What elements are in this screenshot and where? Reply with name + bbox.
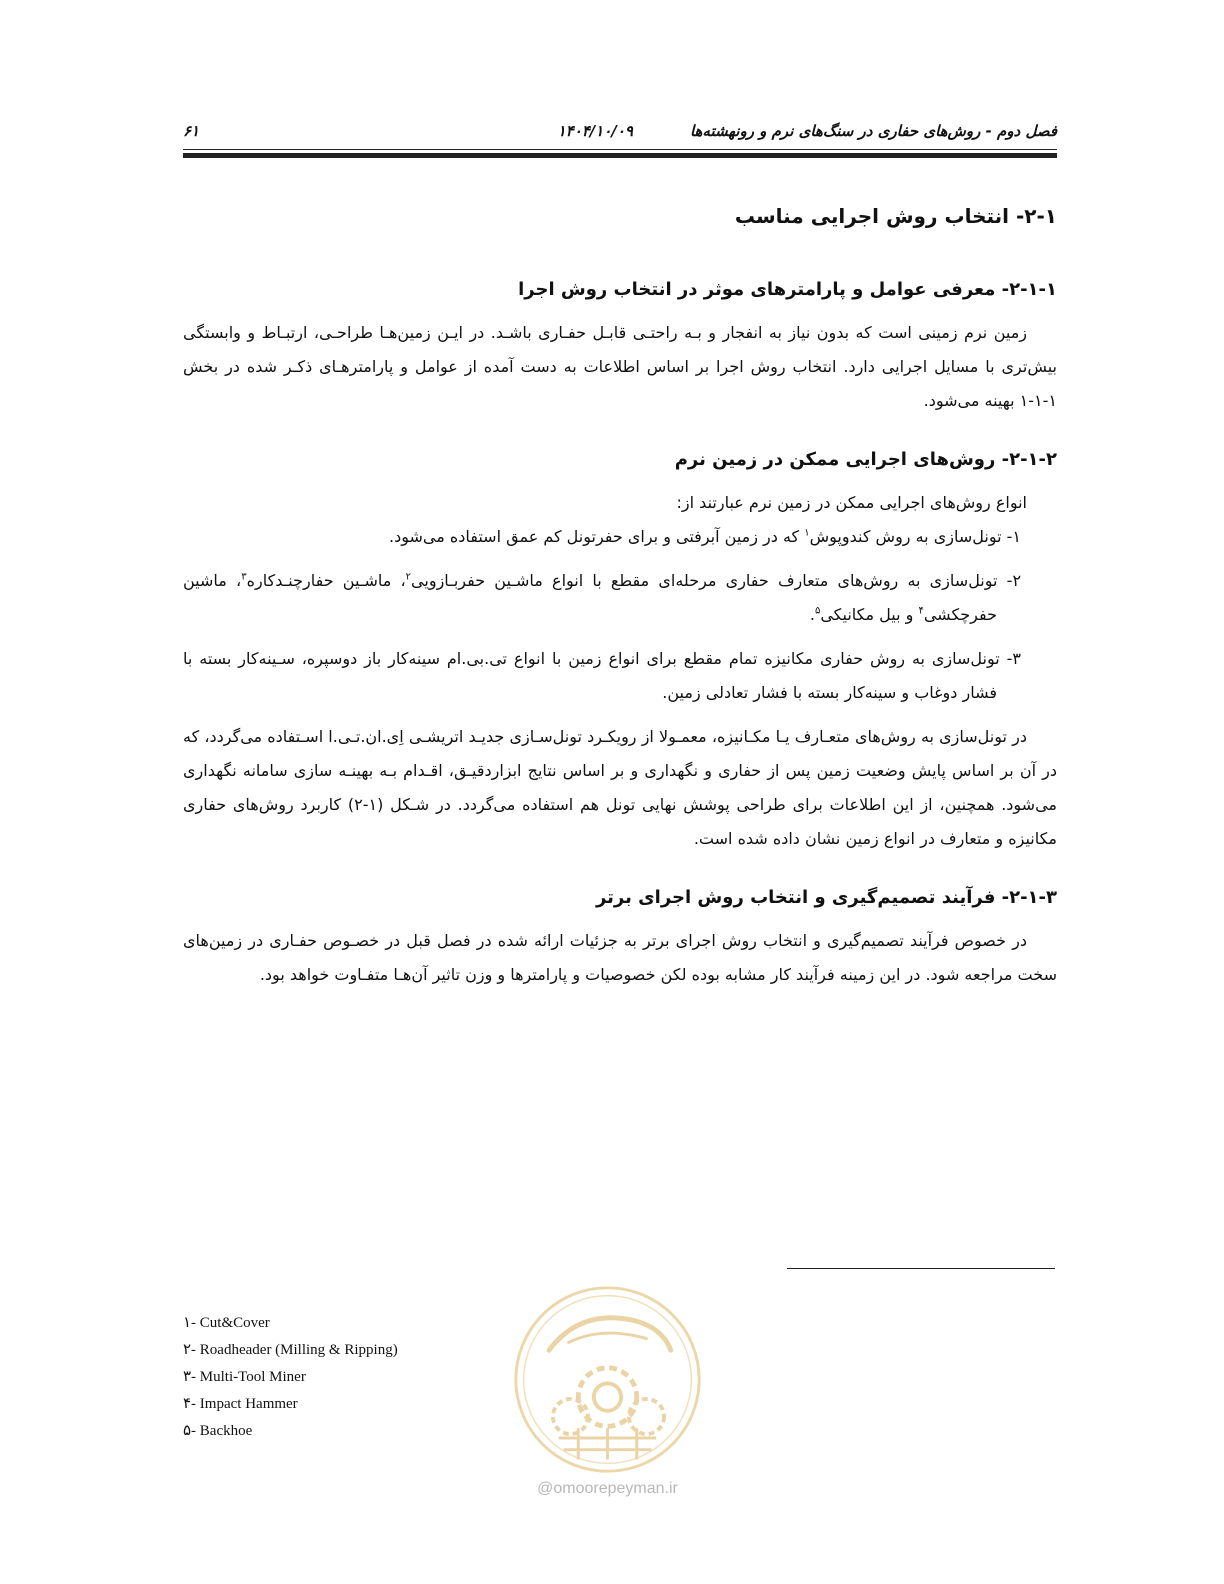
watermark-url: @omoorepeyman.ir xyxy=(537,1480,678,1497)
subsection-heading-2: ۲-۱-۲- روش‌های اجرایی ممکن در زمین نرم xyxy=(674,449,1057,470)
footnote-5: ۵- Backhoe xyxy=(183,1423,253,1439)
footnote-ref-5[interactable]: ۵ xyxy=(814,605,821,617)
list-item-2-text-e: . xyxy=(809,605,815,624)
paragraph-2: در تونل‌سازی به روش‌های متعـارف یـا مکـانیزه، معمـولا از رویکـرد تونل‌سـازی جدیـد اتریشـی اِی.ان.تـی.ا اسـتفاده می‌گردد، که در آن بر اساس پایش وضعیت زمین پس از حفاری و نگهداری و بر اساس نتایج ابزاردقیـق، اقـدام بـه بهینـه سازی سامانه نگهداری می‌شود. همچنین، از این اطلاعات برای طراحی پوشش نهایی تونل هم استفاده می‌گردد. در شـکل (۱-۲) کاربرد روش‌های حفاری مکانیزه و متعارف در انواع زمین نشان داده شده است. xyxy=(183,727,1057,848)
footnote-3: ۳- Multi-Tool Miner xyxy=(183,1369,306,1385)
list-item-2-text-c: ، ماشین حفرچکشی xyxy=(183,571,997,624)
list-item-2 xyxy=(183,564,1057,632)
list-item-3: ۳- تونل‌سازی به روش حفاری مکانیزه تمام مقطع برای انواع زمین با انواع تی.بی.ام سینه‌کار باز دوسپره، سـینه‌کار بسته با فشار دوغاب و سینه‌کار بسته با فشار تعادلی زمین. xyxy=(183,649,1021,702)
footnotes xyxy=(183,1310,563,1445)
list-item-1 xyxy=(183,520,1057,554)
footnote-1: ۱- Cut&Cover xyxy=(183,1315,270,1331)
subsection-heading-1: ۲-۱-۱- معرفی عوامل و پارامترهای موثر در انتخاب روش اجرا xyxy=(518,279,1057,300)
header-rule-thick xyxy=(183,153,1057,158)
page-number: ۶۱ xyxy=(183,122,200,140)
footnote-4: ۴- Impact Hammer xyxy=(183,1396,298,1412)
header-rule-thin xyxy=(183,149,1057,150)
list-item-2-text-b: ، ماشـین حفارچنـدکاره xyxy=(246,571,406,590)
list-item-1-text-b: که در زمین آبرفتی و برای حفرتونل کم عمق استفاده می‌شود. xyxy=(388,527,805,546)
footnote-ref-2[interactable]: ۲ xyxy=(405,571,412,583)
subsection-heading-3: ۲-۱-۳- فرآیند تصمیم‌گیری و انتخاب روش اجرای برتر xyxy=(595,887,1057,908)
footnote-2: ۲- Roadheader (Milling & Ripping) xyxy=(183,1342,398,1358)
list-item-1-text-a: ۱- تونل‌سازی به روش کندوپوش xyxy=(809,527,1021,546)
list-item-2-text-d: و بیل مکانیکی xyxy=(820,605,919,624)
chapter-title: فصل دوم - روش‌های حفاری در سنگ‌های نرم و رونهشته‌ها xyxy=(689,122,1057,140)
header-date: ۱۴۰۴/۱۰/۰۹ xyxy=(557,122,633,140)
list-item-2-text-a: ۲- تونل‌سازی به روش‌های متعارف حفاری مرحله‌ای مقطع با انواع ماشـین حفربـازویی xyxy=(411,571,1022,590)
watermark-logo-icon xyxy=(510,1282,705,1477)
main-content xyxy=(183,196,1057,1006)
section-heading: ۲-۱- انتخاب روش اجرایی مناسب xyxy=(734,204,1057,228)
footnote-rule xyxy=(787,1268,1055,1269)
paragraph-3: در خصوص فرآیند تصمیم‌گیری و انتخاب روش اجرای برتر به جزئیات ارائه شده در فصل قبل در خصـوص حفـاری در زمین‌های سخت مراجعه شود. در این زمینه فرآیند کار مشابه بوده لکن خصوصیات و پارامترها و وزن تاثیر آن‌هـا متفـاوت خواهد بود. xyxy=(183,931,1057,984)
paragraph-1: زمین نرم زمینی است که بدون نیاز به انفجار و بـه راحتـی قابـل حفـاری باشـد. در ایـن زمین‌هـا طراحـی، ارتبـاط و وابستگی بیش‌تری با مسایل اجرایی دارد. انتخاب روش اجرا بر اساس اطلاعات به دست آمده از عوامل و پارامترهـای ذکـر شده در بخش ۱-۱-۱ بهینه می‌شود. xyxy=(183,323,1057,410)
footnote-ref-1[interactable]: ۱ xyxy=(804,527,810,539)
list-intro: انواع روش‌های اجرایی ممکن در زمین نرم عبارتند از: xyxy=(676,493,1027,512)
footnote-ref-3[interactable]: ۳ xyxy=(241,571,247,583)
footnote-ref-4[interactable]: ۴ xyxy=(918,605,924,617)
running-header xyxy=(183,118,1057,148)
